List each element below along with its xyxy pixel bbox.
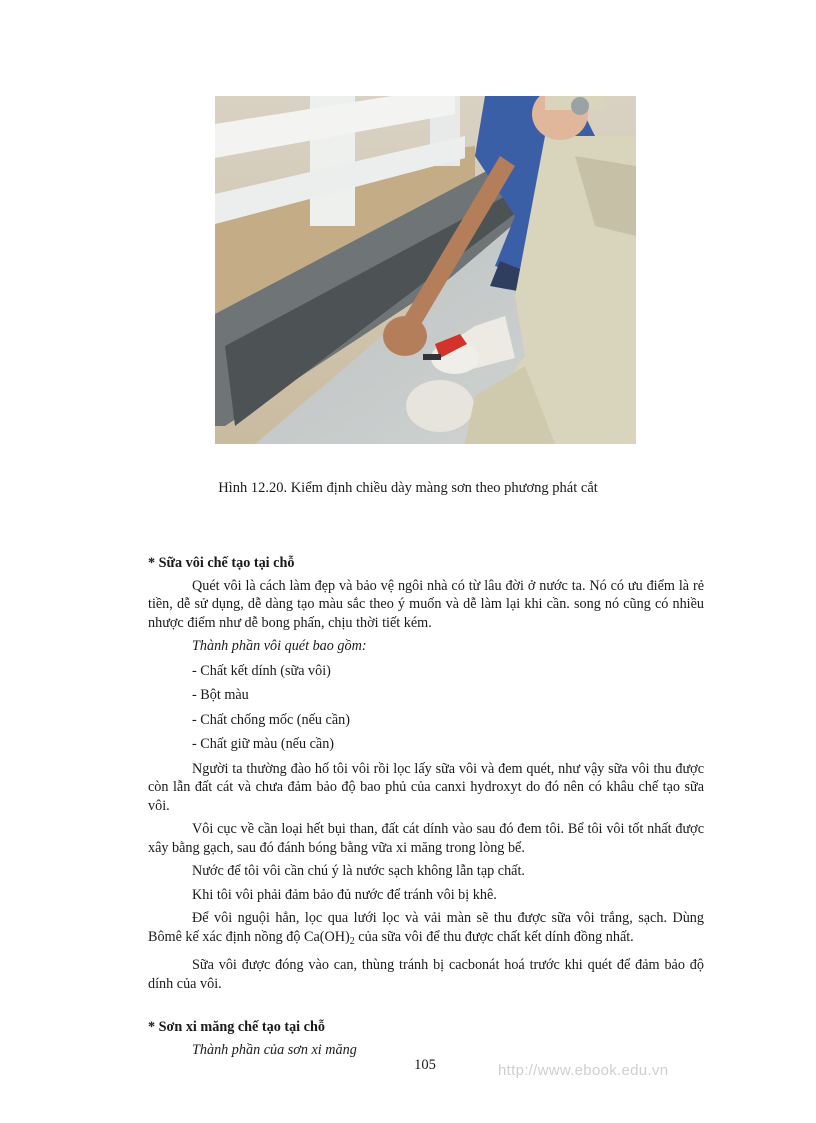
figure-photo (215, 96, 636, 444)
list-item: - Chất giữ màu (nếu cần) (192, 736, 335, 752)
watermark: http://www.ebook.edu.vn (498, 1062, 669, 1079)
paragraph-part: Để vôi nguội hẳn, lọc qua lưới lọc và vải màn sẽ thu được sữa vôi trắng, sạch. Dùng Bômê kế xác định nồng độ Ca(OH) (148, 910, 704, 945)
paragraph: Vôi cục về cần loại hết bụi than, đất cát dính vào sau đó đem tôi. Bể tôi vôi tốt nhất được xây bằng gạch, sau đó đánh bóng bằng vữa xi măng trong lòng bể. (148, 821, 704, 856)
section-heading-cement-paint: * Sơn xi măng chế tạo tại chỗ (148, 1019, 325, 1035)
paragraph (148, 909, 704, 951)
paragraph-part: của sữa vôi để thu được chất kết dính đồng nhất. (354, 928, 634, 945)
list-item: - Chất kết dính (sữa vôi) (192, 662, 331, 679)
list-item: - Chất chống mốc (nếu cần) (192, 711, 350, 728)
components-title: Thành phần vôi quét bao gồm: (192, 638, 367, 654)
paragraph: Người ta thường đào hố tôi vôi rồi lọc lấy sữa vôi và đem quét, như vậy sữa vôi thu được còn lẫn đất cát và chưa đảm bảo độ bao phủ của canxi hydroxyt do đó nên có khâu chế tạo sữa vôi. (148, 760, 704, 814)
paragraph: Khi tôi vôi phải đảm bảo đủ nước để tránh vôi bị khê. (192, 886, 497, 903)
paragraph: Nước để tôi vôi cần chú ý là nước sạch không lẫn tạp chất. (192, 863, 525, 879)
list-item: - Bột màu (192, 687, 249, 703)
subscript: 2 (349, 935, 355, 947)
section-heading-lime-milk: * Sữa vôi chế tạo tại chỗ (148, 555, 295, 571)
paragraph: Sữa vôi được đóng vào can, thùng tránh bị cacbonát hoá trước khi quét để đảm bảo độ dính của vôi. (148, 957, 704, 992)
section-subtitle: Thành phần của sơn xi măng (192, 1041, 357, 1058)
paragraph: Quét vôi là cách làm đẹp và bảo vệ ngôi nhà có từ lâu đời ở nước ta. Nó có ưu điểm là rẻ tiền, dễ sử dụng, dễ dàng tạo màu sắc theo ý muốn và dễ làm lại khi cần. song nó cũng có nhiều nhược điểm như dễ bong phấn, chịu thời tiết kém. (148, 577, 704, 631)
page-number: 105 (414, 1057, 436, 1073)
figure-caption: Hình 12.20. Kiểm định chiều dày màng sơn theo phương phát cắt (218, 480, 598, 496)
inspection-photo-illustration (215, 96, 636, 444)
body-text (148, 554, 704, 1065)
spacer (148, 998, 704, 1018)
